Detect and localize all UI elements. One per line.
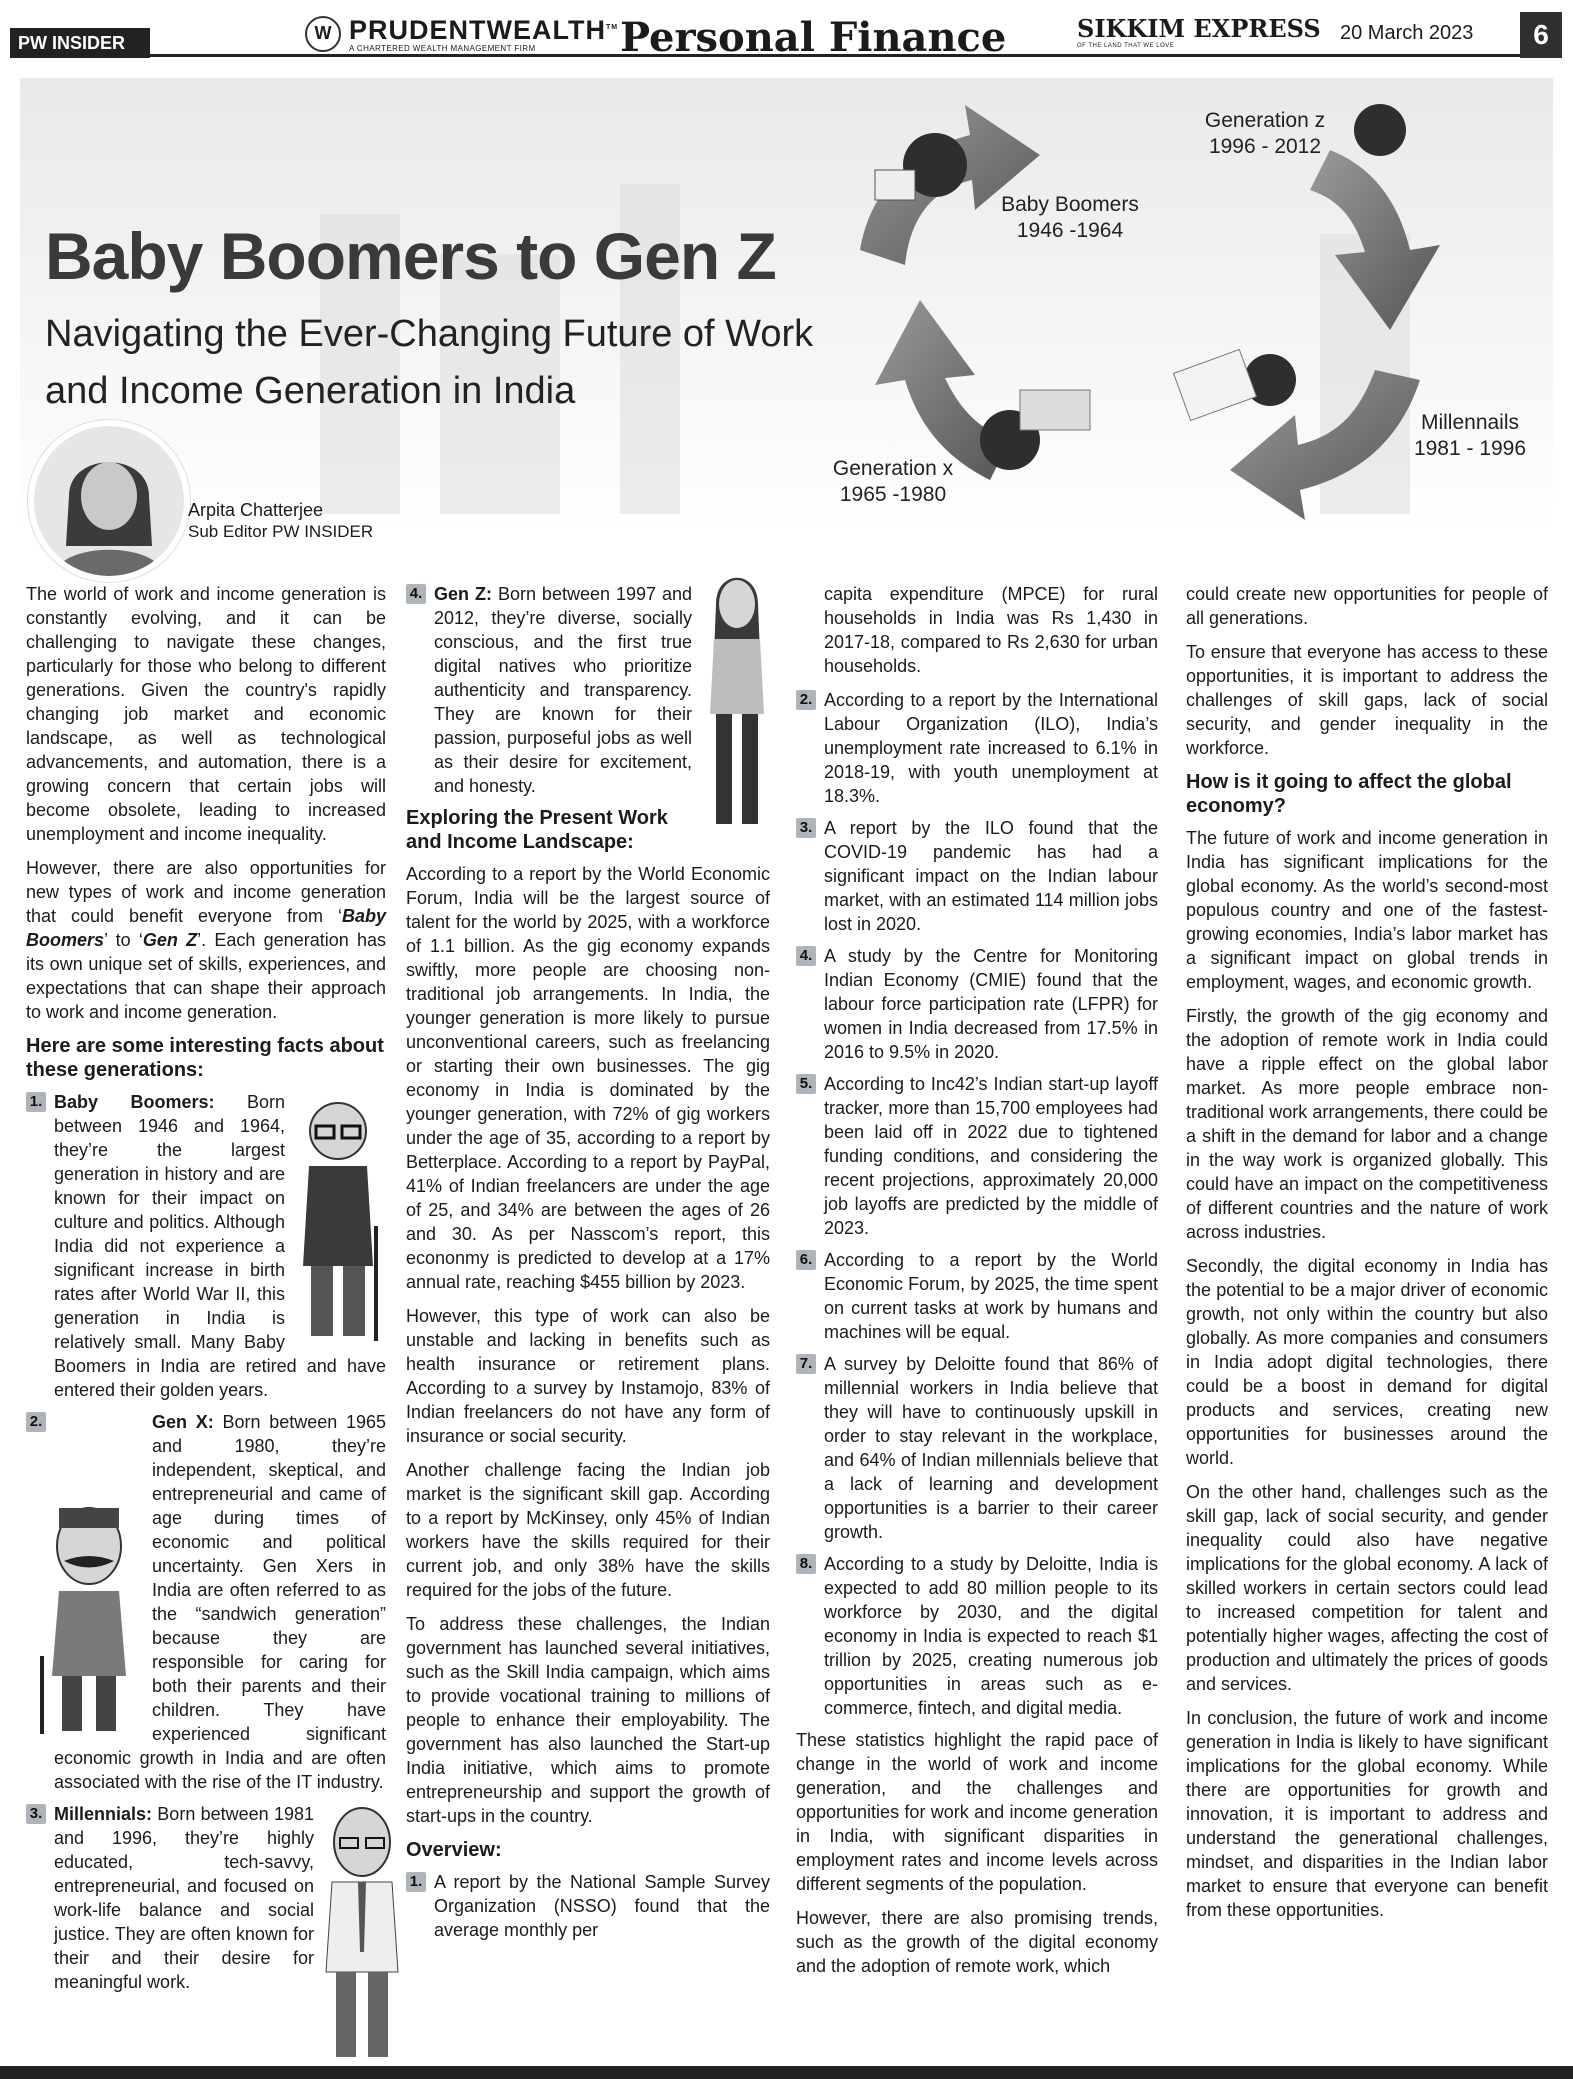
millennials-label: Millennails 1981 - 1996 xyxy=(1413,411,1527,460)
logo-tm: TM xyxy=(605,24,619,31)
list-number: 6. xyxy=(796,1250,816,1270)
overview-heading: Overview: xyxy=(406,1839,502,1861)
paragraph: However, there are also promising trends, such as the growth of the digital economy and the adoption of remote work, which xyxy=(796,1908,1158,1976)
list-item-gen-x: 2. Gen X: Born between 1965 and 1980, they’re independent, skeptical, and entrepreneurial and came of age during times of economic and political uncertainty. Gen Xers in India are often referred to as the “sandwich generation” because they are responsible for caring for both their parents and their children. They have experienced significant economic growth in India and are often associated with the rise of the IT industry. xyxy=(26,1410,386,1794)
overview-item-1: 1. A report by the National Sample Survey Organization (NSSO) found that the average monthly per xyxy=(406,1870,770,1942)
section-badge: PW INSIDER xyxy=(10,28,150,58)
notebook-icon xyxy=(875,170,915,200)
young-woman-icon xyxy=(698,564,776,834)
list-number: 7. xyxy=(796,1354,816,1374)
page-number: 6 xyxy=(1520,12,1562,58)
paragraph: The future of work and income generation in India has significant implications for the global economy. As the world’s second-most populous country and one of the fastest-growing economies, India’s labor market has a significant impact on global trends in employment, wages, and economic growth. xyxy=(1186,828,1548,992)
logo-tagline: A CHARTERED WEALTH MANAGEMENT FIRM xyxy=(349,44,536,53)
overview-item: 4. A study by the Centre for Monitoring Indian Economy (CMIE) found that the labour force participation rate (LFPR) for women in India decreased from 17.5% in 2016 to 9.5% in 2020. xyxy=(796,944,1158,1064)
elderly-man-icon xyxy=(291,1096,386,1346)
person-topview-icon xyxy=(1354,104,1406,156)
facts-heading: Here are some interesting facts about these generations: xyxy=(26,1035,384,1081)
list-item-baby-boomers: 1. Baby Boomers: Born between 1946 and 1964, they’re the largest generation in history and are known for their impact on culture and politics. Although India did not experience a significant increase in birth rates after World War II, this generation in India is relatively small. Many Baby Boomers in India are retired and have entered their golden years. xyxy=(26,1090,386,1402)
prudentwealth-logo-icon: W xyxy=(305,16,341,52)
list-number: 2. xyxy=(796,690,816,710)
list-number: 1. xyxy=(26,1092,46,1112)
intro-paragraph: The world of work and income generation is constantly evolving, and it can be challenging to navigate these changes, particularly for those who belong to different generations. Given the country's rapidly changing job market and economic landscape, as well as technological advancements, and automation, there is a growing concern that certain jobs will become obsolete, leading to increased unemployment and income inequality. xyxy=(26,584,386,844)
paragraph: Secondly, the digital economy in India has the potential to be a major driver of economic growth, not only within the country but also globally. As more companies and consumers in India adopt digital technologies, there could be a boost in demand for digital products and services, creating new opportunities for businesses around the world. xyxy=(1186,1256,1548,1468)
paragraph: could create new opportunities for people of all generations. xyxy=(1186,584,1548,628)
paragraph: To address these challenges, the Indian government has launched several initiatives, such as the Skill India campaign, which aims to provide vocational training to millions of people to enhance their employability. The government has also launched the Start-up India initiative, which aims to promote entrepreneurship and support the growth of start-ups in the country. xyxy=(406,1614,770,1826)
column-1 xyxy=(26,582,386,2062)
column-4 xyxy=(1186,582,1548,1932)
global-economy-heading: How is it going to affect the global economy? xyxy=(1186,771,1512,817)
paragraph: However, this type of work can also be unstable and lacking in benefits such as health insurance or retirement plans. According to a survey by Instamojo, 83% of Indian freelancers do not have any form of insurance or social security. xyxy=(406,1306,770,1446)
list-item-millennials: 3. Millennials: Born between 1981 and 1996, they’re highly educated, tech-savvy, entrepreneurial, and focused on work-life balance and social justice. They are often known for their and their desire for meaningful work. xyxy=(26,1802,386,1994)
list-item-gen-z: 4. Gen Z: Born between 1997 and 2012, they’re diverse, socially conscious, and the first true digital natives who prioritize authenticity and transparency. They are known for their passion, purposeful jobs as well as their desire for excitement, and honesty. xyxy=(406,582,770,798)
landscape-heading: Exploring the Present Work and Income Landscape: xyxy=(406,807,668,853)
keyboard-icon xyxy=(1020,390,1090,430)
author-name: Arpita Chatterjee xyxy=(188,500,324,520)
article-title: Baby Boomers to Gen Z xyxy=(45,219,776,293)
term-gen-z: Gen Z xyxy=(142,930,198,950)
term-label: Gen Z: xyxy=(434,584,492,604)
list-number: 5. xyxy=(796,1074,816,1094)
list-number: 8. xyxy=(796,1554,816,1574)
paragraph: On the other hand, challenges such as the skill gap, lack of social security, and gender inequality could also have negative implications for the global economy. A lack of skilled workers in certain sectors could lead to increased competition for talent and potentially higher wages, affecting the cost of production and ultimately the prices of goods and services. xyxy=(1186,1482,1548,1694)
overview-item: 3. A report by the ILO found that the COVID-19 pandemic has had a significant impact on the Indian labour market, with an estimated 114 million jobs lost in 2020. xyxy=(796,816,1158,936)
article-subtitle: Navigating the Ever-Changing Future of Work and Income Generation in India xyxy=(45,313,814,412)
author-role: Sub Editor PW INSIDER xyxy=(188,522,374,541)
paragraph: These statistics highlight the rapid pace of change in the world of work and income generation, and the challenges and opportunities for work and income generation in India, with significant disparities in employment rates and income levels across different segments of the population. xyxy=(796,1730,1158,1894)
prudentwealth-logo xyxy=(305,14,618,53)
arrow-top-right xyxy=(1310,150,1440,330)
section-title: Personal Finance xyxy=(620,14,1007,61)
logo-name: PRUDENTWEALTH xyxy=(349,15,606,45)
column-2 xyxy=(406,582,770,1950)
author-avatar-icon xyxy=(34,426,184,576)
overview-item: 5. According to Inc42’s Indian start-up layoff tracker, more than 15,700 employees had been laid off in 2022 due to tightened funding conditions, and considering the recent projections, approximately 20,000 job layoffs are predicted by the middle of 2023. xyxy=(796,1072,1158,1240)
overview-item: 7. A survey by Deloitte found that 86% of millennial workers in India believe that they will have to continuously upskill in order to stay relevant in the workplace, and 64% of Indian millennials believe that a lack of learning and development opportunities is a barrier to their career growth. xyxy=(796,1352,1158,1544)
millennial-figure xyxy=(318,1802,406,2062)
list-number: 1. xyxy=(406,1872,426,1892)
baby-boomer-figure xyxy=(291,1096,386,1346)
intro-paragraph-2: However, there are also opportunities for new types of work and income generation that could benefit everyone from ‘Baby Boomers’ to ‘Gen Z’. Each generation has its own unique set of skills, experiences, and expectations that can shape their approach to work and income generation. xyxy=(26,858,387,1022)
man-with-mustache-icon xyxy=(34,1506,144,1736)
newspaper-title: SIKKIM EXPRESS xyxy=(1077,14,1321,43)
list-number: 4. xyxy=(406,584,426,604)
list-number: 4. xyxy=(796,946,816,966)
issue-date: 20 March 2023 xyxy=(1340,22,1474,44)
baby-boomers-label: Baby Boomers 1946 -1964 xyxy=(1001,193,1139,242)
overview-item-1-continued: capita expenditure (MPCE) for rural households in India was Rs 1,430 in 2017-18, compared to Rs 2,630 for urban households. xyxy=(824,584,1158,676)
paragraph: According to a report by the World Economic Forum, India will be the largest source of talent for the world by 2025, with a workforce of 1.1 billion. As the gig economy expands swiftly, more people are choosing non-traditional job arrangements. In India, the younger generation is more likely to pursue unconventional careers, such as freelancing or starting their own businesses. The gig economy in India is dominated by the younger generation, with 72% of gig workers under the age of 35, according to a report by Betterplace. According to a report by PayPal, 41% of Indian freelancers are under the age of 25, and 34% are between the ages of 26 and 30. As per Nasscom’s report, this econonmy is predicted to develop at a 17% annual rate, reaching $455 billion by 2023. xyxy=(406,864,770,1292)
paragraph: In conclusion, the future of work and income generation in India is likely to have significant implications for the global economy. While there are opportunities for growth and innovation, it is important to address and understand the generational challenges, mindset, and disparities in the Indian labor market to ensure that everyone can benefit from these opportunities. xyxy=(1186,1708,1548,1920)
young-man-icon xyxy=(318,1802,406,2062)
gen-x-figure xyxy=(34,1506,144,1736)
documents-icon xyxy=(1174,350,1257,421)
page-header xyxy=(0,0,1573,82)
term-label: Baby Boomers: xyxy=(54,1092,215,1112)
term-label: Gen X: xyxy=(152,1412,214,1432)
term-baby-boomers: Baby Boomers xyxy=(26,906,386,950)
overview-item: 2. According to a report by the International Labour Organization (ILO), India’s unemployment rate increased to 6.1% in 2018-19, with youth unemployment at 18.3%. xyxy=(796,688,1158,808)
gen-z-figure xyxy=(698,564,776,834)
list-number: 3. xyxy=(796,818,816,838)
term-label: Millennials: xyxy=(54,1804,153,1824)
column-3 xyxy=(796,582,1158,1988)
footer-bar xyxy=(0,2066,1573,2079)
newspaper-tagline: OF THE LAND THAT WE LOVE xyxy=(1077,43,1175,49)
paragraph: To ensure that everyone has access to these opportunities, it is important to address the challenges of skill gaps, lack of social security, and gender inequality in the workforce. xyxy=(1186,642,1548,758)
overview-item: 6. According to a report by the World Economic Forum, by 2025, the time spent on current tasks at work by humans and machines will be equal. xyxy=(796,1248,1158,1344)
paragraph: Firstly, the growth of the gig economy and the adoption of remote work in India could have a ripple effect on the global labor market. As more people embrace non-traditional work arrangements, there could be a shift in the demand for labor and a change in the way work is organized globally. This could have an impact on the competitiveness of different countries and the nature of work across industries. xyxy=(1186,1006,1548,1242)
author-photo xyxy=(28,420,190,582)
newspaper-name xyxy=(1077,14,1321,49)
generation-z-label: Generation z 1996 - 2012 xyxy=(1204,109,1326,158)
generation-x-label: Generation x 1965 -1980 xyxy=(832,457,954,506)
list-number: 2. xyxy=(26,1412,46,1432)
list-number: 3. xyxy=(26,1804,46,1824)
overview-item: 8. According to a study by Deloitte, India is expected to add 80 million people to its workforce by 2030, and the digital economy in India is expected to reach $1 trillion by 2025, creating numerous job opportunities in areas such as e-commerce, fintech, and digital media. xyxy=(796,1552,1158,1720)
paragraph: Another challenge facing the Indian job market is the significant skill gap. According to a report by McKinsey, only 45% of Indian workers have the skills required for their current job, and only 38% have the skills required for the jobs of the future. xyxy=(406,1460,770,1600)
